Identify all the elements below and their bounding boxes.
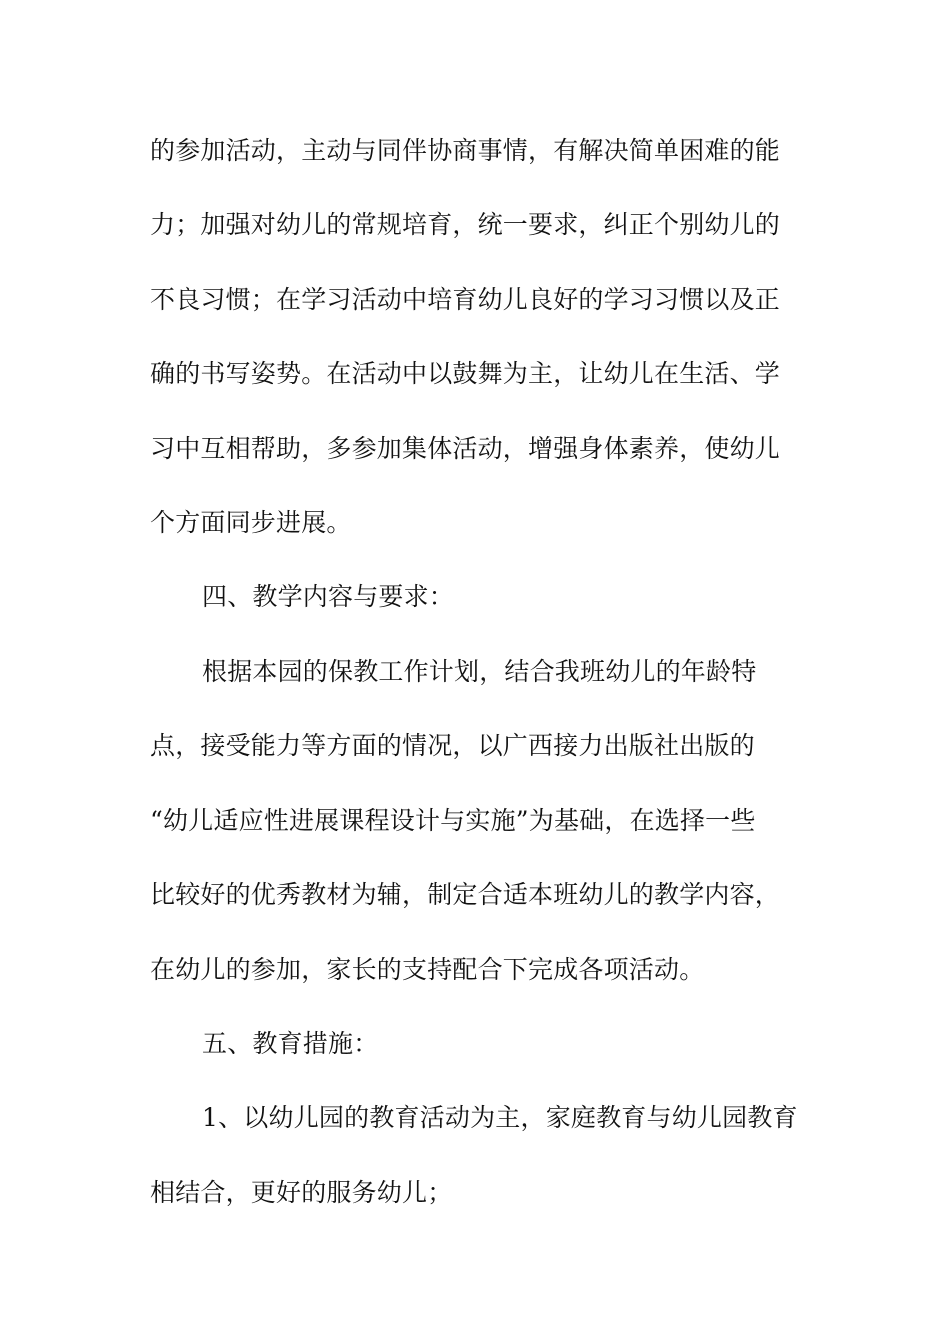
paragraph-line: 习中互相帮助，多参加集体活动，增强身体素养，使幼儿 [150,434,781,463]
paragraph-line: 确的书写姿势。在活动中以鼓舞为主，让幼儿在生活、学 [150,359,781,388]
section-heading: 四、教学内容与要求： [202,582,455,611]
paragraph-line: 的参加活动，主动与同伴协商事情，有解决简单困难的能 [150,136,781,165]
paragraph-line: 点，接受能力等方面的情况，以广西接力出版社出版的 [150,731,755,760]
list-item: 1、以幼儿园的教育活动为主，家庭教育与幼儿园教育 [202,1103,798,1132]
paragraph-line: 比较好的优秀教材为辅，制定合适本班幼儿的教学内容， [150,880,781,909]
paragraph-line: “幼儿适应性进展课程设计与实施”为基础，在选择一些 [150,806,756,835]
paragraph-line: 在幼儿的参加，家长的支持配合下完成各项活动。 [150,955,705,984]
paragraph-line: 根据本园的保教工作计划，结合我班幼儿的年龄特 [202,657,757,686]
section-heading: 五、教育措施： [202,1029,379,1058]
paragraph-line: 相结合，更好的服务幼儿； [150,1178,453,1207]
paragraph-line: 不良习惯；在学习活动中培育幼儿良好的学习习惯以及正 [150,285,781,314]
paragraph-line: 个方面同步进展。 [150,508,352,537]
paragraph-line: 力；加强对幼儿的常规培育，统一要求，纠正个别幼儿的 [150,210,781,239]
